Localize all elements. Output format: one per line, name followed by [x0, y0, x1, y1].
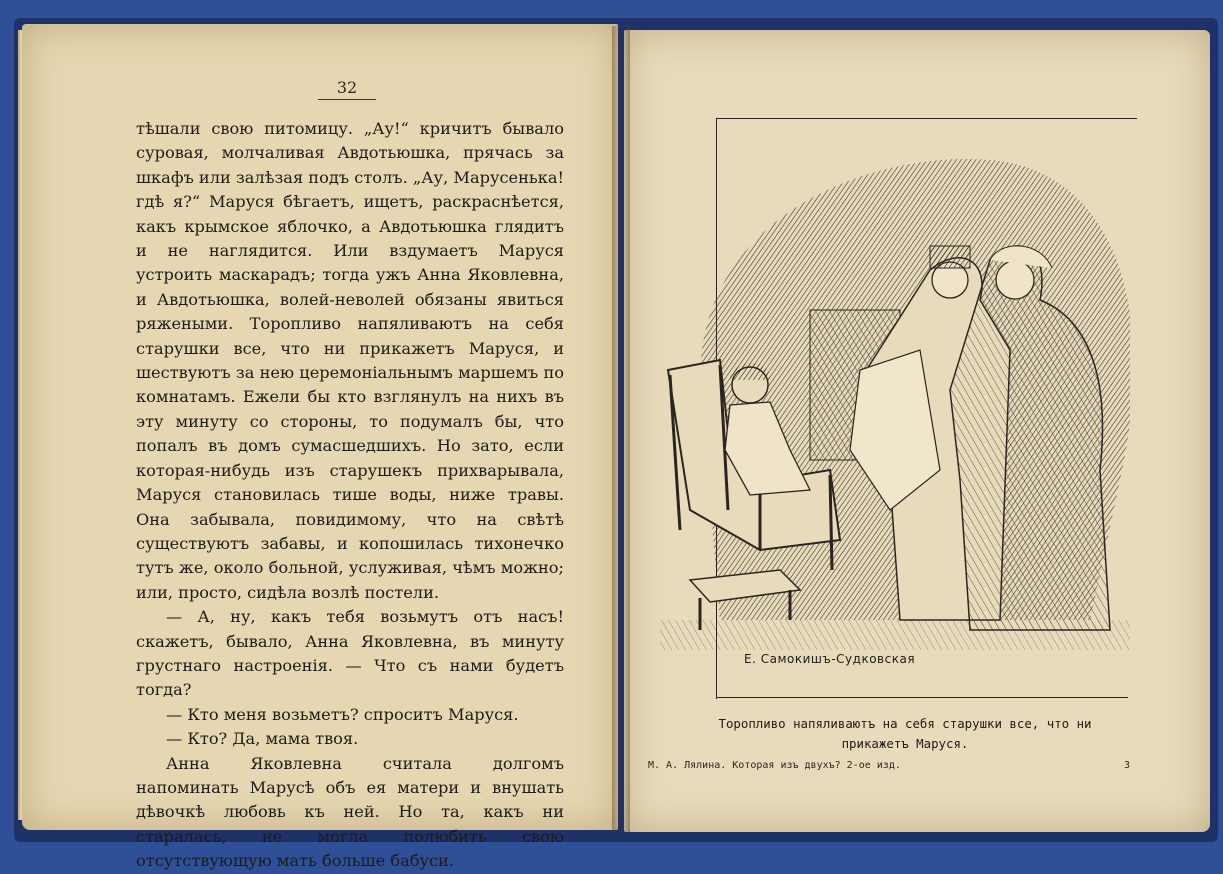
page-number-rule: [318, 99, 376, 100]
paragraph: тѣшали свою питомицу. „Ау!“ кричитъ бывало суровая, молчаливая Авдотьюшка, прячась за шкафъ или залѣзая подъ столъ. „Ау, Марусенька! гдѣ я?“ Маруся бѣгаетъ, ищетъ, раскраснѣется, какъ крымское яблочко, а Авдотьюшка глядитъ и не наглядится. Или вздумаетъ Маруся устроить маскарадъ; тогда ужъ Анна Яковлевна, и Авдотьюшка, волей-неволей обязаны явиться ряжеными. Торопливо напяливаютъ на себя старушки все, что ни прикажетъ Маруся, и шествуютъ за нею церемоніальнымъ маршемъ по комнатамъ. Ежели бы кто взглянулъ на нихъ въ эту минуту со стороны, то подумалъ бы, что попалъ въ домъ сумасшедшихъ. Но зато, если которая-нибудь изъ старушекъ прихварывала, Маруся становилась тише воды, ниже травы. Она забывала, повидимому, что на свѣтѣ существуютъ забавы, и копошилась тихонечко тутъ же, около больной, услуживая, чѣмъ можно; или, просто, сидѣла возлѣ постели.: [136, 119, 564, 602]
body-text: [136, 117, 564, 874]
book-gutter: [612, 26, 630, 832]
paragraph: — А, ну, какъ тебя возьмутъ отъ насъ! скажетъ, бывало, Анна Яковлевна, въ минуту грустнаго настроенія. — Что съ нами будетъ тогда?: [136, 607, 564, 700]
paragraph: Анна Яковлевна считала долгомъ напоминать Марусѣ объ ея матери и внушать дѣвочкѣ любовь къ ней. Но та, какъ ни старалась, не могла полюбить свою отсутствующую мать больше бабуси.: [136, 753, 564, 871]
illustration-signature: Е. Самокишъ-Судковская: [744, 652, 916, 666]
footer-signature-number: 3: [1124, 760, 1131, 771]
paragraph: — Кто меня возьметъ? спроситъ Маруся.: [166, 704, 519, 724]
illustration-caption: Торопливо напяливаютъ на себя старушки все, что ни прикажетъ Маруся.: [718, 716, 1092, 751]
illustration-engraving: [660, 150, 1130, 670]
footer-book-info: М. А. Лялина. Которая изъ двухъ? 2-ое изд.: [648, 760, 901, 771]
caption-rule: [716, 697, 1128, 698]
page-number: 32: [336, 78, 358, 97]
paragraph: — Кто? Да, мама твоя.: [166, 729, 359, 749]
